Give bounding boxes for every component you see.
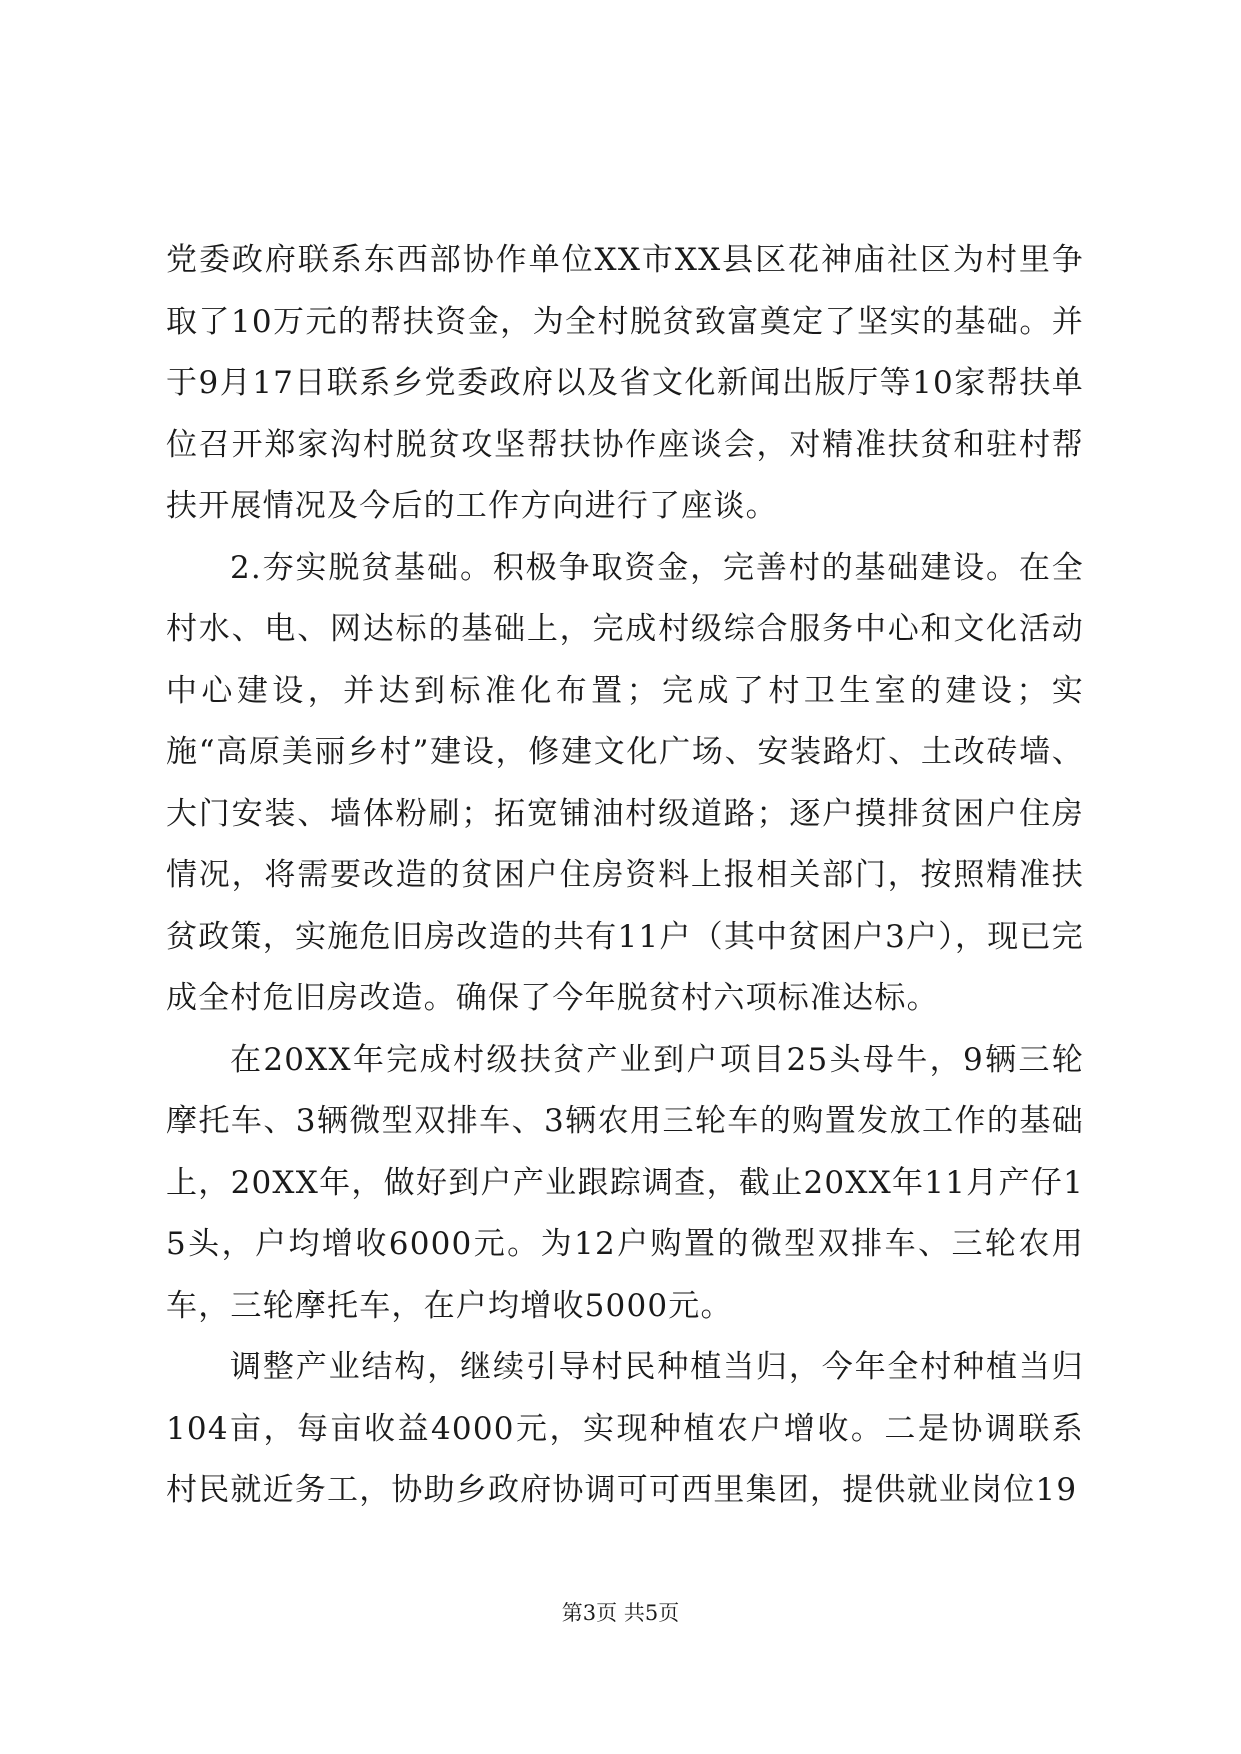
page-number-footer: 第3页 共5页 [561, 1601, 680, 1625]
paragraph-2: 2.夯实脱贫基础。积极争取资金，完善村的基础建设。在全村水、电、网达标的基础上，完成村级综合服务中心和文化活动中心建设，并达到标准化布置；完成了村卫生室的建设；实施“高原美丽乡村”建设，修建文化广场、安装路灯、土改砖墙、大门安装、墙体粉刷；拓宽铺油村级道路；逐户摸排贫困户住房情况，将需要改造的贫困户住房资料上报相关部门，按照精准扶贫政策，实施危旧房改造的共有11户（其中贫困户3户），现已完成全村危旧房改造。确保了今年脱贫村六项标准达标。 [166, 549, 1084, 1016]
document-body [166, 230, 1084, 1522]
paragraph-3: 在20XX年完成村级扶贫产业到户项目25头母牛，9辆三轮摩托车、3辆微型双排车、3辆农用三轮车的购置发放工作的基础上，20XX年，做好到户产业跟踪调查，截止20XX年11月产仔15头，户均增收6000元。为12户购置的微型双排车、三轮农用车，三轮摩托车，在户均增收5000元。 [166, 1041, 1084, 1324]
paragraph-1: 党委政府联系东西部协作单位XX市XX县区花神庙社区为村里争取了10万元的帮扶资金，为全村脱贫致富奠定了坚实的基础。并于9月17日联系乡党委政府以及省文化新闻出版厅等10家帮扶单位召开郑家沟村脱贫攻坚帮扶协作座谈会，对精准扶贫和驻村帮扶开展情况及今后的工作方向进行了座谈。 [166, 242, 1084, 524]
paragraph-4: 调整产业结构，继续引导村民种植当归，今年全村种植当归104亩，每亩收益4000元，实现种植农户增收。二是协调联系村民就近务工，协助乡政府协调可可西里集团，提供就业岗位19 [166, 1349, 1084, 1508]
